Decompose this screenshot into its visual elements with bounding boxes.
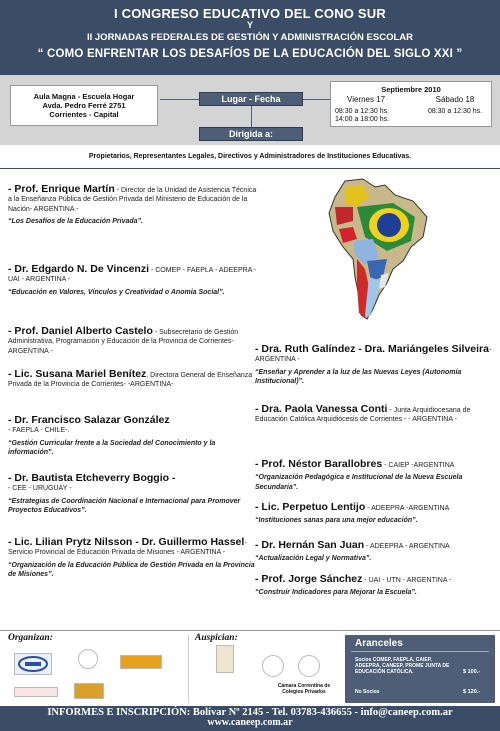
speaker-name: - Dr. Francisco Salazar González [8, 414, 170, 426]
socios-label: Socios COMEP, FAEPLA, CAIEP, ADEEPRA, CANEEP, PROME JUNTA DE EDUCACIÓN CATÓLICA. [355, 657, 450, 675]
venue-line: Avda. Pedro Ferré 2751 [42, 101, 126, 110]
speaker-affiliation: - CAIEP -ARGENTINA [382, 462, 455, 469]
speaker-name: - Lic. Lilian Prytz Nilsson - Dr. Guillermo Hassel [8, 536, 245, 548]
talk-title: “Educación en Valores, Vínculos y Creatividad o Anomia Social”. [8, 288, 225, 296]
no-socios-price: $ 120.- [463, 689, 481, 695]
seal-logo-icon [78, 649, 98, 669]
talk-title: “Organización de la Educación Pública de Gestión Privada en la Provincia de Misiones”. [8, 561, 255, 579]
speaker-item [255, 541, 495, 564]
speaker-item [8, 538, 258, 580]
day2-hours: 08:30 a 12:30 hs. [427, 108, 483, 115]
lugar-fecha-label: Lugar - Fecha [199, 92, 303, 106]
congress-subtitle: II JORNADAS FEDERALES DE GESTIÓN Y ADMINISTRACIÓN ESCOLAR [86, 32, 414, 43]
talk-title: “Construir Indicadores para Mejorar la Escuela”. [255, 589, 417, 597]
speaker-item [255, 345, 495, 387]
speaker-name: - Lic. Perpetuo Lentijo [255, 501, 366, 513]
day1-column [335, 96, 411, 124]
speaker-item [8, 265, 258, 297]
speaker-item [255, 575, 495, 598]
contact-bar [0, 706, 500, 731]
day2-label: Sábado 18 [435, 95, 475, 104]
province-crest-icon [216, 645, 234, 673]
speaker-affiliation: - COMEP - FAEPLA - ADEEPRA - UAI - ARGENTINA - [8, 267, 257, 284]
talk-title: “Los Desafíos de la Educación Privada”. [8, 218, 143, 226]
speaker-name: - Prof. Enrique Martín [8, 183, 115, 195]
dirigida-label: Dirigida a: [199, 127, 303, 141]
speaker-name: - Prof. Jorge Sánchez [255, 573, 363, 585]
speaker-name: - Dr. Bautista Etcheverry Boggio - [8, 472, 176, 484]
speaker-affiliation: - ADEEPRA -ARGENTINA [365, 505, 450, 512]
speaker-affiliation: - Director de la Unidad de Asistencia Técnica a la Enseñanza Pública de Gestión Privada del Ministerio de Educación de la Nación- ARGENTINA - [8, 187, 257, 213]
speaker-affiliation: , Directora General de Enseñanza Privada de la Provincia de Corrientes- -ARGENTINA- [8, 372, 253, 389]
header-banner [0, 0, 500, 75]
organizan-label: Organizan: [8, 633, 53, 643]
speaker-affiliation: - CEE - URUGUAY - [8, 485, 72, 493]
speaker-item [255, 405, 495, 425]
camara-label: Cámara Correntina de Colegios Privados [277, 683, 331, 695]
day1-hours: 14:00 a 18:00 hs. [335, 116, 390, 123]
divider [303, 99, 331, 100]
seal-logo-icon [262, 655, 284, 677]
speaker-item [8, 474, 258, 516]
website-link[interactable]: www.caneep.com.ar [207, 717, 293, 728]
comep-logo-icon [14, 653, 52, 675]
no-socios-label: No Socios [355, 689, 380, 695]
speaker-item [8, 370, 258, 390]
speaker-item [255, 503, 495, 526]
talk-title: “Gestión Curricular frente a la Sociedad del Conocimiento y la información”. [8, 439, 216, 457]
speaker-affiliation: - FAEPLA - CHILE-. [8, 427, 70, 435]
talk-title: “Organización Pedagógica e Institucional de la Nueva Escuela Secundaria”. [255, 474, 463, 491]
speaker-affiliation: - UAI - UTN - ARGENTINA - [362, 577, 452, 584]
audience-text: Propietarios, Representantes Legales, Directivos y Administradores de Instituciones Educativas. [0, 145, 500, 169]
talk-title: “Instituciones sanas para una mejor educación”. [255, 517, 418, 525]
divider [351, 651, 489, 652]
speaker-name: - Dr. Hernán San Juan [255, 539, 365, 551]
congress-title: I CONGRESO EDUCATIVO DEL CONO SUR [114, 6, 386, 21]
auspician-label: Auspician: [195, 633, 238, 643]
speaker-name: - Dr. Edgardo N. De Vincenzi [8, 263, 150, 275]
divider [251, 106, 252, 127]
info-band [0, 75, 500, 145]
speaker-affiliation: - ADEEPRA - ARGENTINA [364, 543, 450, 550]
talk-title: “Actualización Legal y Normativa”. [255, 555, 372, 563]
speaker-item [8, 416, 258, 458]
speaker-item [255, 460, 495, 492]
month-label: Septiembre 2010 [381, 85, 441, 94]
fundacion-logo-icon [14, 687, 58, 697]
speaker-name: - Lic. Susana Mariel Benítez [8, 368, 147, 380]
dates-box [330, 81, 492, 127]
speaker-affiliation: - Servicio Provincial de Educación Privada de Misiones - ARGENTINA - [8, 540, 247, 557]
org-logo-icon [120, 655, 162, 669]
talk-title: “Estrategias de Coordinación Nacional e Internacional para Promover Proyectos Educativos”. [8, 497, 241, 515]
speaker-name: - Prof. Daniel Alberto Castelo [8, 325, 153, 337]
day1-hours: 08:30 a 12:30 hs. [335, 108, 390, 115]
venue-line: Aula Magna - Escuela Hogar [33, 92, 135, 101]
divider [160, 99, 200, 100]
speaker-name: - Prof. Néstor Barallobres [255, 458, 383, 470]
speaker-affiliation: - Subsecretario de Gestión Administrativa, Programación y Educación de la Provincia de Corrientes- ARGENTINA - [8, 329, 239, 355]
speaker-item [8, 327, 258, 356]
sponsors-footer [0, 630, 500, 706]
speaker-name: - Dra. Paola Vanessa Conti [255, 403, 388, 415]
speakers-section [0, 170, 500, 630]
contact-info: INFORMES E INSCRIPCIÓN: Bolívar Nº 2145 - Tel. 03783-436655 - info@caneep.com.ar [47, 707, 453, 718]
speaker-affiliation: - Junta Arquidiocesana de Educación Católica Arquidiócesis de Corrientes - - ARGENTINA - [255, 407, 471, 424]
talk-title: “Enseñar y Aprender a la luz de las Nuevas Leyes (Autonomía Institucional)”. [255, 368, 462, 386]
divider [188, 635, 189, 703]
speaker-name: - Dra. Ruth Galíndez - Dra. Mariángeles Silveira [255, 343, 489, 355]
aranceles-box [345, 635, 495, 703]
speaker-affiliation: - ARGENTINA - [255, 347, 492, 364]
day2-column [419, 96, 491, 116]
globe-logo-icon [298, 655, 320, 677]
caiep-logo-icon [74, 683, 104, 699]
socios-price: $ 100.- [463, 669, 481, 675]
aranceles-title: Aranceles [355, 638, 403, 649]
venue-box [10, 85, 158, 126]
south-america-map-icon [323, 177, 433, 322]
venue-line: Corrientes - Capital [49, 110, 119, 119]
title-conjunction: Y [246, 20, 253, 30]
day1-label: Viernes 17 [347, 95, 386, 104]
congress-theme: “ COMO ENFRENTAR LOS DESAFÍOS DE LA EDUCACIÓN DEL SIGLO XXI ” [37, 48, 463, 60]
speaker-item [8, 185, 258, 227]
